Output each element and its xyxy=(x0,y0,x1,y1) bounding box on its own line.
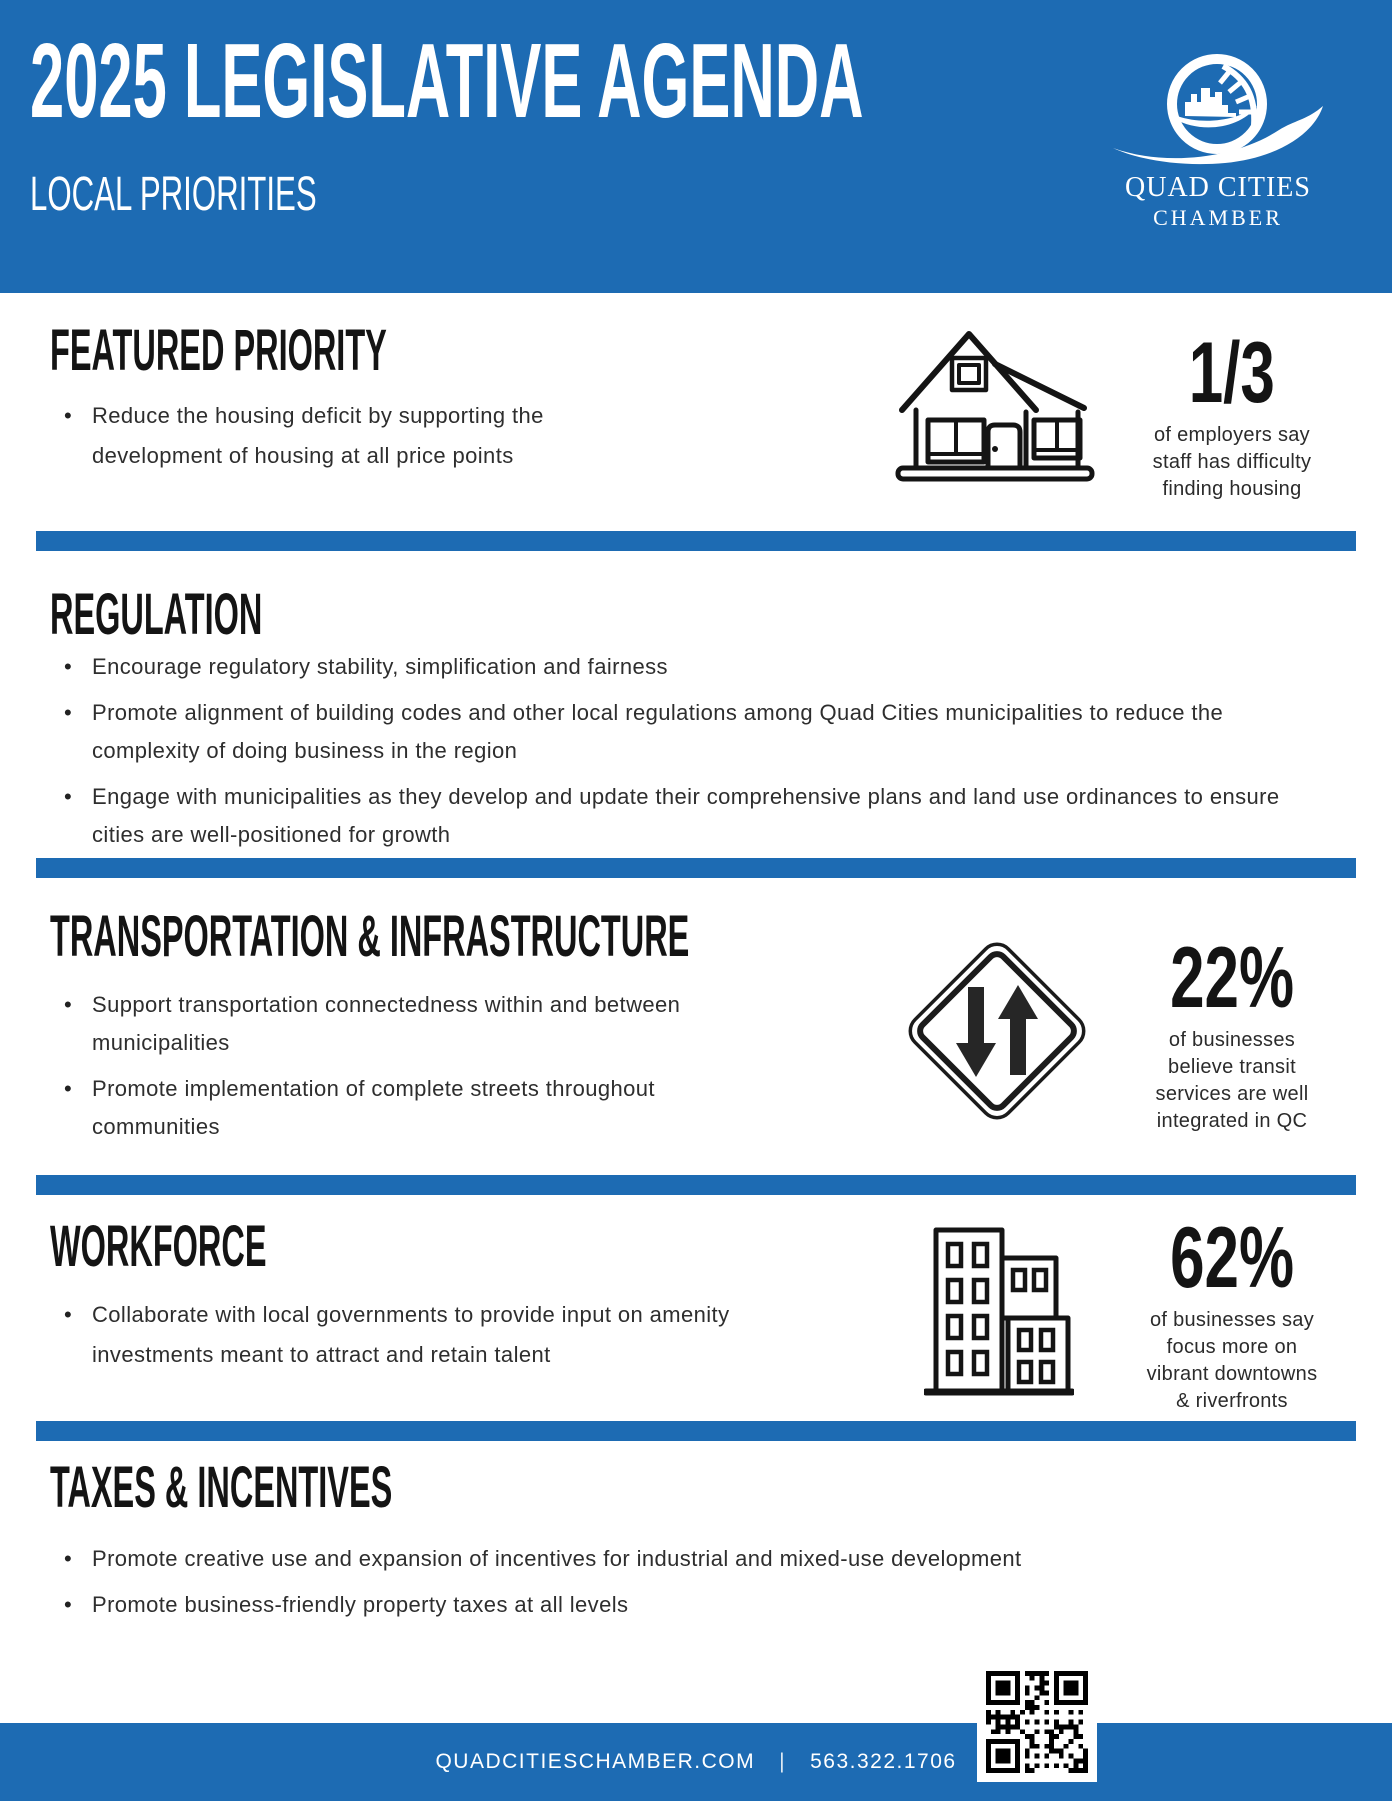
stat-caption-line: staff has difficulty xyxy=(1152,451,1312,473)
stat-caption-line: of employers say xyxy=(1154,424,1310,446)
footer-separator: | xyxy=(779,1750,787,1773)
bullet-item: • Encourage regulatory stability, simplification and fairness xyxy=(56,648,1326,686)
stat-caption xyxy=(1117,1027,1347,1135)
taxes-bullets xyxy=(56,1540,1356,1632)
regulation-bullets xyxy=(56,648,1326,862)
bullet-item: • Engage with municipalities as they develop and update their comprehensive plans and land use ordinances to ensure cities are well-positioned for growth xyxy=(56,778,1326,854)
page-subtitle-text: LOCAL PRIORITIES xyxy=(30,168,317,221)
stat-caption-line: finding housing xyxy=(1162,478,1302,500)
section-heading-taxes xyxy=(50,1455,661,1520)
stat-value-text: 62% xyxy=(1170,1210,1294,1306)
two-way-traffic-sign-icon xyxy=(903,937,1091,1125)
section-heading-text: FEATURED PRIORITY xyxy=(50,318,387,383)
section-heading-text: TAXES & INCENTIVES xyxy=(50,1455,393,1520)
section-heading-workforce xyxy=(50,1214,437,1279)
page-subtitle xyxy=(30,170,471,220)
stat-value xyxy=(1117,930,1347,1026)
stat-caption-line: vibrant downtowns xyxy=(1146,1363,1318,1385)
bullet-item: • Promote creative use and expansion of incentives for industrial and mixed-use development xyxy=(56,1540,1356,1578)
section-heading-text: WORKFORCE xyxy=(50,1214,267,1279)
bullet-item: • Promote business-friendly property taxes at all levels xyxy=(56,1586,1356,1624)
section-divider xyxy=(36,1175,1356,1195)
stat-housing xyxy=(1117,325,1347,503)
qr-code xyxy=(977,1662,1097,1782)
section-heading-text: REGULATION xyxy=(50,582,263,647)
stat-caption-line: integrated in QC xyxy=(1156,1110,1308,1132)
bullet-item: • Reduce the housing deficit by supporting the development of housing at all price points xyxy=(56,396,676,476)
featured-priority-bullets xyxy=(56,396,676,484)
stat-caption-line: believe transit xyxy=(1168,1056,1296,1078)
bullet-item: • Collaborate with local governments to provide input on amenity investments meant to attract and retain talent xyxy=(56,1295,761,1375)
logo-wordmark-line2: CHAMBER xyxy=(1153,205,1283,230)
logo-wordmark-line1: QUAD CITIES xyxy=(1125,172,1311,203)
stat-value xyxy=(1112,1210,1352,1306)
workforce-bullets xyxy=(56,1295,761,1383)
stat-value-text: 22% xyxy=(1170,930,1294,1026)
stat-caption-line: services are well xyxy=(1155,1083,1309,1105)
stat-caption xyxy=(1112,1307,1352,1415)
section-heading-featured-priority xyxy=(50,318,652,383)
footer-phone: 563.322.1706 xyxy=(810,1750,957,1773)
footer-website: QUADCITIESCHAMBER.COM xyxy=(435,1750,756,1773)
page-title-text: 2025 LEGISLATIVE AGENDA xyxy=(30,22,864,140)
skyline-shape xyxy=(1185,88,1236,117)
section-divider xyxy=(36,531,1356,551)
house-icon xyxy=(892,322,1098,484)
city-buildings-icon xyxy=(924,1224,1074,1396)
stat-value xyxy=(1117,325,1347,421)
section-divider xyxy=(36,858,1356,878)
bullet-item: • Promote alignment of building codes and other local regulations among Quad Cities municipalities to reduce the complexity of doing business in the region xyxy=(56,694,1326,770)
transportation-bullets xyxy=(56,986,776,1154)
stat-caption xyxy=(1117,422,1347,503)
bullet-item: • Promote implementation of complete streets throughout communities xyxy=(56,1070,776,1146)
stat-caption-line: of businesses xyxy=(1168,1029,1296,1051)
section-heading-text: TRANSPORTATION & INFRASTRUCTURE xyxy=(50,904,690,969)
section-divider xyxy=(36,1421,1356,1441)
quad-cities-chamber-logo xyxy=(1103,50,1333,231)
chamber-q-mark-icon xyxy=(1105,50,1331,170)
stat-value-text: 1/3 xyxy=(1188,325,1276,421)
stat-caption-line: & riverfronts xyxy=(1176,1390,1288,1412)
header-band xyxy=(0,0,1392,293)
stat-caption-line: of businesses say xyxy=(1149,1309,1315,1331)
qr-code-icon xyxy=(986,1671,1088,1773)
stat-transit xyxy=(1117,930,1347,1135)
footer-contact xyxy=(0,1723,1392,1801)
section-heading-regulation xyxy=(50,582,429,647)
bullet-item: • Support transportation connectedness within and between municipalities xyxy=(56,986,776,1062)
stat-caption-line: focus more on xyxy=(1166,1336,1298,1358)
stat-downtowns xyxy=(1112,1210,1352,1415)
